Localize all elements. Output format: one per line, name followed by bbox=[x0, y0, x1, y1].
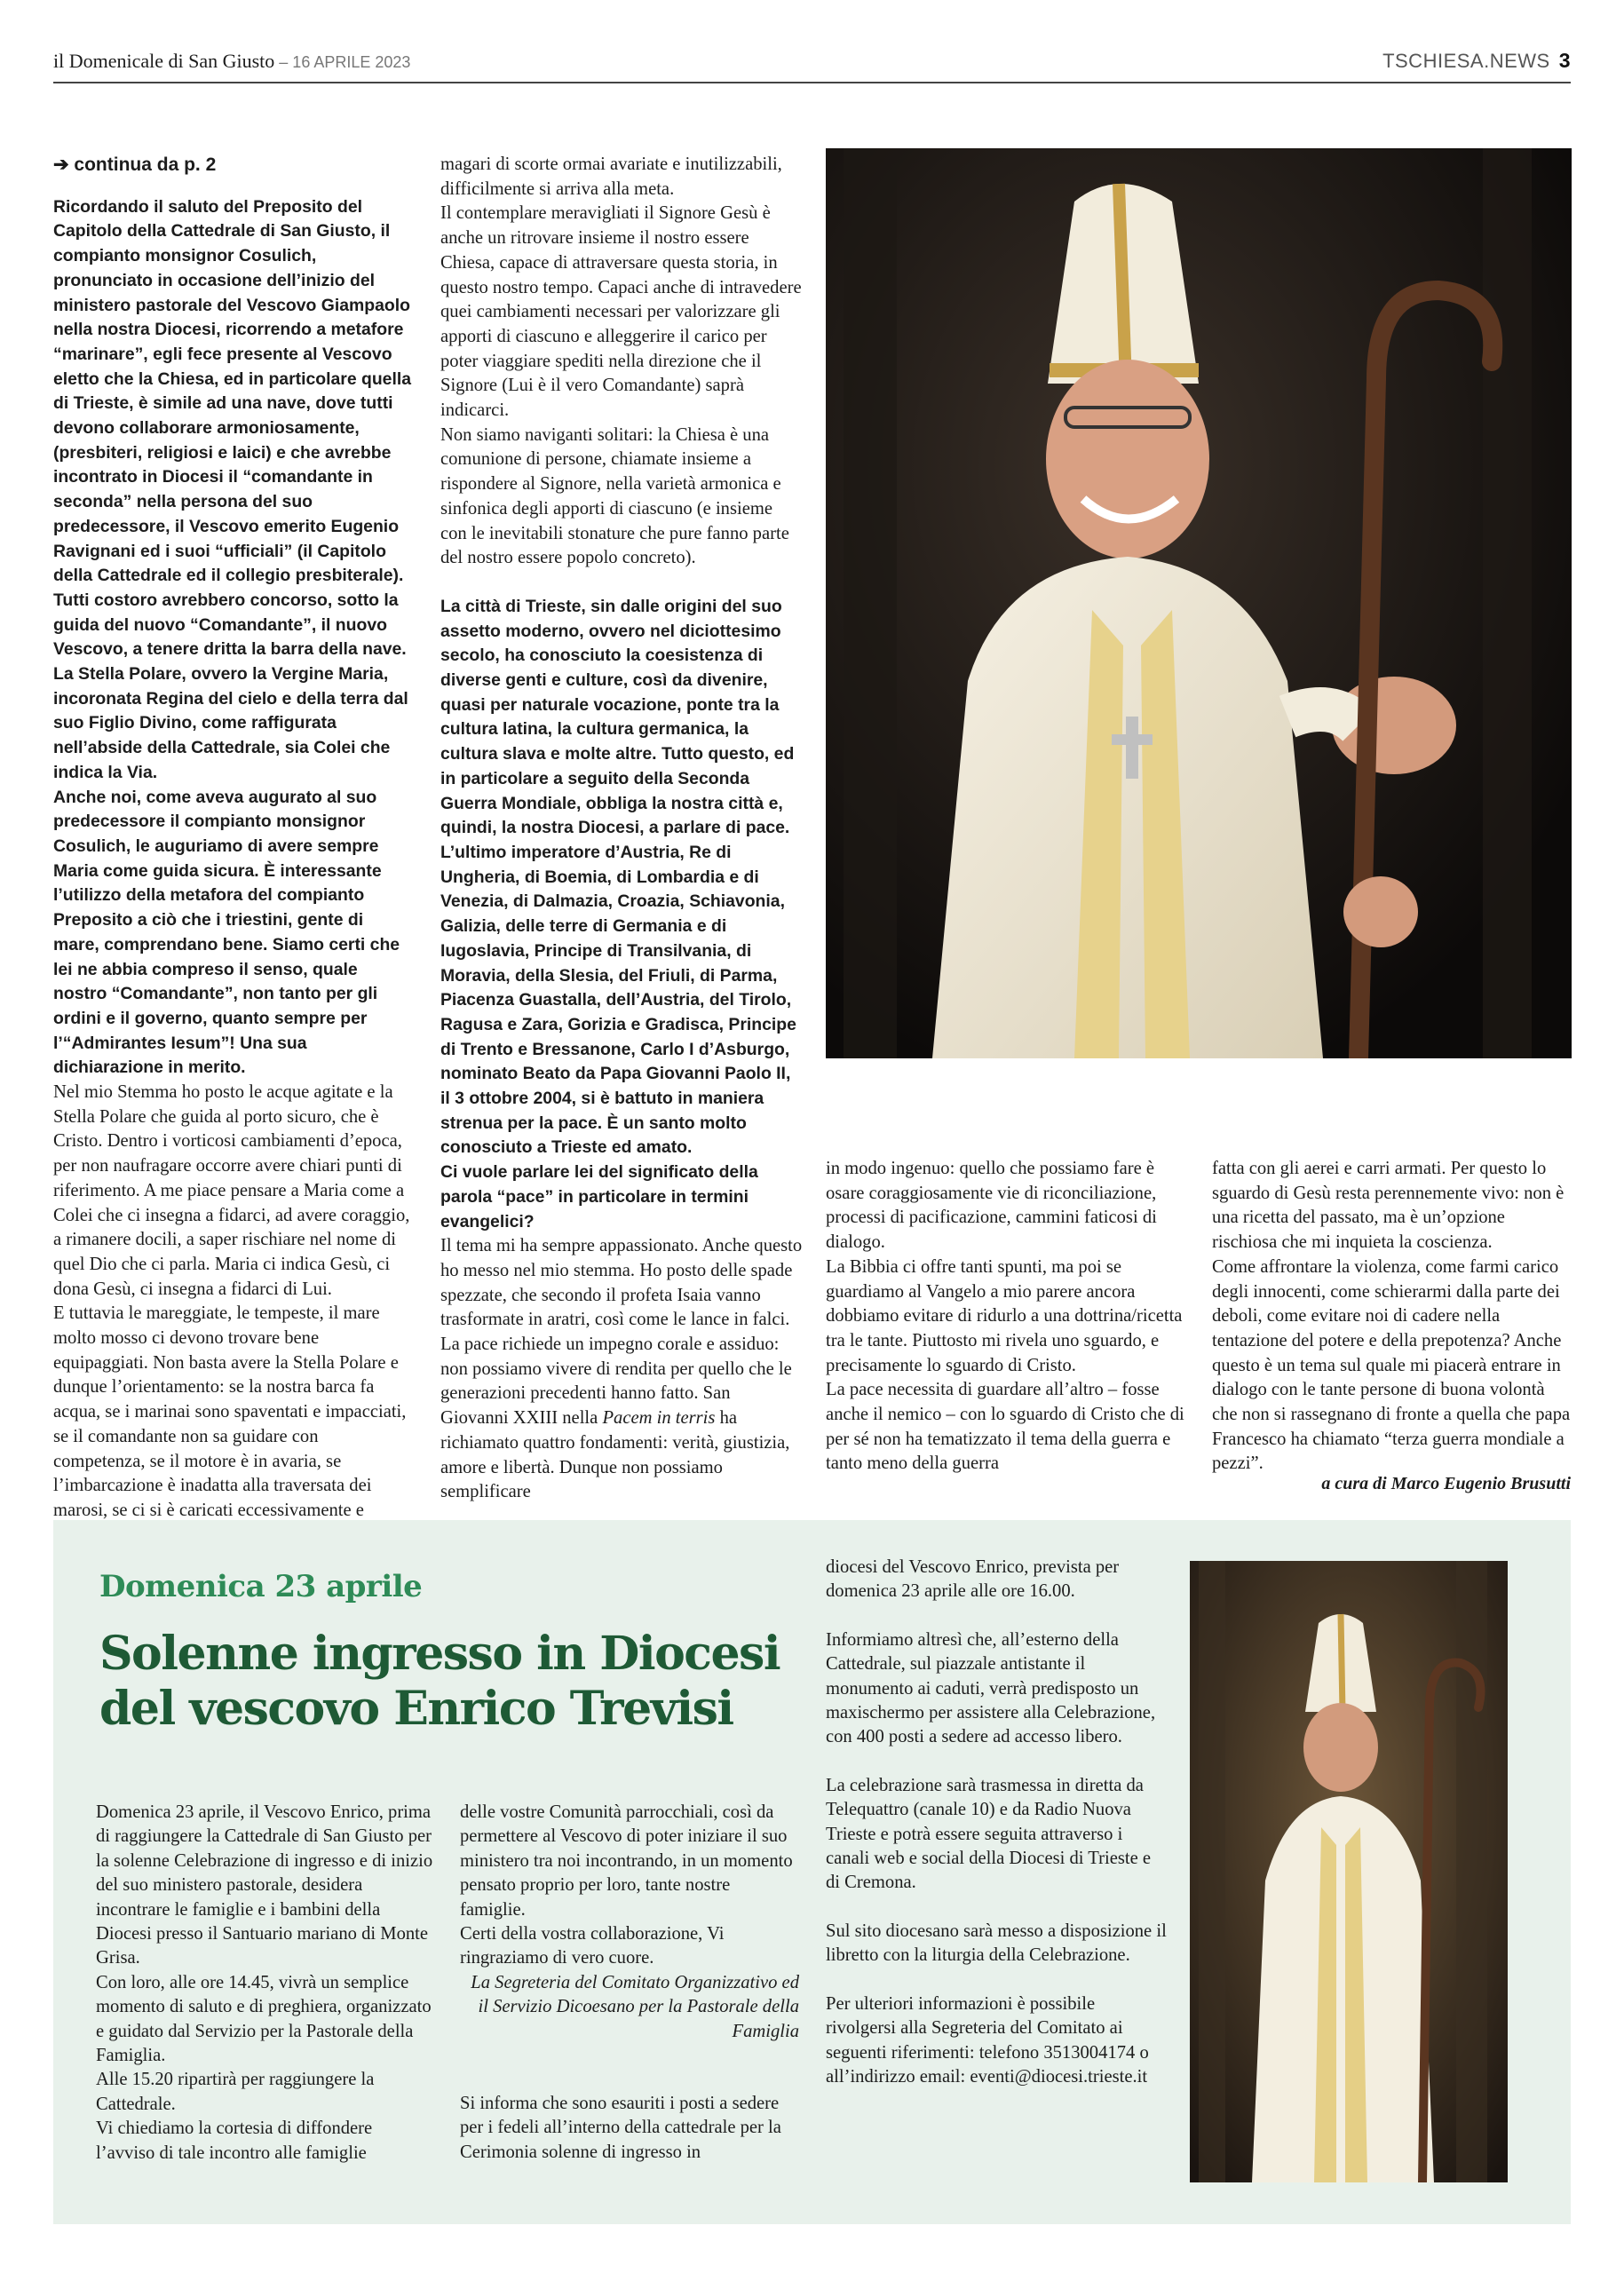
box-paragraph: Certi della vostra collaborazione, Vi ringraziamo di vero cuore. bbox=[460, 1924, 725, 1968]
box-paragraph: delle vostre Comunità parrocchiali, così da permettere al Vescovo di poter iniziare il suo ministero tra noi incontrando, in un momento pensato proprio per loro, tante nostre famiglie. bbox=[460, 1802, 793, 1920]
site-name[interactable]: TSCHIESA.NEWS bbox=[1382, 50, 1550, 72]
answer-text: Non siamo naviganti solitari: la Chiesa è una comunione di persone, chiamate insieme a rispondere al Signore, nella varietà armonica e sinfonica degli apporti di ciascuno (e insieme con le inevitabili stonature che pure fanno parte del nostro essere popolo concreto). bbox=[440, 424, 789, 568]
answer-text: Il contemplare meravigliati il Signore Gesù è anche un ritrovare insieme il nostro essere Chiesa, capace di attraversare questa storia, in questo nostro tempo. Capaci anche di intravedere quei cambiamenti necessari per valorizzare gli apporti di ciascuno e alleggerire il carico per poter viaggiare spediti nella direzione che il Signore (Lui è il vero Comandante) saprà indicarci. bbox=[440, 203, 802, 421]
box-kicker: Domenica 23 aprile bbox=[99, 1569, 423, 1604]
box-signature: La Segreteria del Comitato Organizzativo ed il Servizio Dicoesano per la Pastorale della Famiglia bbox=[471, 1972, 799, 2041]
box-paragraph: Vi chiediamo la cortesia di diffondere l’avviso di tale incontro alle famiglie bbox=[96, 2119, 373, 2163]
page-number: 3 bbox=[1558, 49, 1571, 72]
box-headline: Solenne ingresso in Diocesi del vescovo Enrico Trevisi bbox=[99, 1627, 780, 1736]
answer-text: magari di scorte ormai avariate e inutilizzabili, difficilmente si arriva alla meta. bbox=[440, 154, 782, 199]
question-text: La città di Trieste, sin dalle origini del suo assetto moderno, ovvero nel diciottesimo secolo, ha conosciuto la coesistenza di diverse genti e culture, così da divenire, quasi per naturale vocazione, ponte tra la cultura latina, la cultura germanica, la cultura slava e molte altre. Tutto questo, ed in particolare a seguito della Seconda Guerra Mondiale, obbliga la nostra città e, quindi, la nostra Diocesi, a parlare di pace. L’ultimo imperatore d’Austria, Re di Ungheria, di Boemia, di Lombardia e di Venezia, di Dalmazia, Croazia, Schiavonia, Galizia, delle terre di Germania e di Iugoslavia, Principe di Transilvania, di Moravia, della Slesia, del Friuli, di Parma, Piacenza Guastalla, dell’Austria, del Tirolo, Ragusa e Zara, Gorizia e Gradisca, Principe di Trento e Bressanone, Carlo I d’Asburgo, nominato Beato da Papa Giovanni Paolo II, il 3 ottobre 2004, si è battuto in maniera strenua per la pace. È un santo molto conosciuto a Trieste ed amato. bbox=[440, 596, 796, 1158]
answer-text: Nel mio Stemma ho posto le acque agitate e la Stella Polare che guida al porto sicuro, che è Cristo. Dentro i vorticosi cambiamenti d’epoca, per non naufragare occorre avere chiari punti di riferimento. A me piace pensare a Maria come a Colei che ci insegna a fidarci, ad avere coraggio, a rimanere docili, a saper rischiare nel nome di quel Dio che ci parla. Maria ci indica Gesù, ci dona Gesù, ci insegna a fidarci di Lui. bbox=[53, 1082, 410, 1299]
article-column-2 bbox=[440, 153, 803, 1505]
box-paragraph: Alle 15.20 ripartirà per raggiungere la Cattedrale. bbox=[96, 2070, 375, 2114]
publication-name: il Domenicale di San Giusto bbox=[53, 50, 275, 72]
article-column-4 bbox=[1212, 1157, 1572, 1477]
question-text: Anche noi, come aveva augurato al suo predecessore il compianto monsignor Cosulich, le auguriamo di avere sempre Maria come guida sicura. È interessante l’utilizzo della metafora del compianto Preposito a ciò che i triestini, gente di mare, comprendano bene. Siamo certi che lei ne abbia compreso il senso, quale nostro “Comandante”, non tanto per gli ordini e il governo, quanto sempre per l’“Admirantes Iesum”! Una sua dichiarazione in merito. bbox=[53, 787, 400, 1078]
issue-date: – 16 APRILE 2023 bbox=[274, 53, 411, 71]
box-column-2 bbox=[460, 1801, 799, 2165]
box-paragraph: La celebrazione sarà trasmessa in diretta da Telequattro (canale 10) e da Radio Nuova Trieste e potrà essere seguita attraverso i canali web e social della Diocesi di Trieste e di Cremona. bbox=[826, 1775, 1152, 1893]
continued-from[interactable]: ➔ continua da p. 2 bbox=[53, 154, 217, 175]
running-header bbox=[53, 50, 410, 73]
box-paragraph: Con loro, alle ore 14.45, vivrà un semplice momento di saluto e di preghiera, organizzato e guidato dal Servizio per la Pastorale della Famiglia. bbox=[96, 1972, 432, 2066]
encyclical-title: Pacem in terris bbox=[602, 1408, 716, 1429]
article-column-1 bbox=[53, 153, 413, 1524]
box-paragraph: Si informa che sono esauriti i posti a sedere per i fedeli all’interno della cattedrale per la Cerimonia solenne di ingresso in bbox=[460, 2094, 781, 2162]
box-paragraph: Informiamo altresì che, all’esterno della Cattedrale, sul piazzale antistante il monumento ai caduti, verrà predisposto un maxischermo per assistere alla Celebrazione, con 400 posti a sedere ad accesso libero. bbox=[826, 1629, 1156, 1747]
box-column-3 bbox=[826, 1556, 1168, 2089]
bishop-illustration bbox=[826, 148, 1572, 1058]
box-paragraph: Sul sito diocesano sarà messo a disposizione il libretto con la liturgia della Celebrazione. bbox=[826, 1921, 1167, 1966]
answer-text: E tuttavia le mareggiate, le tempeste, il mare molto mosso ci devono trovare bene equipaggiati. Non basta avere la Stella Polare e dunque l’orientamento: se la nostra barca fa acqua, se i marinai sono spaventati e impacciati, se il comandante non sa guidare con competenza, se il motore è in avaria, se l’imbarcazione è inadatta alla traversata dei marosi, se ci si è caricati eccessivamente e bbox=[53, 1303, 407, 1520]
site-and-page bbox=[1382, 49, 1571, 73]
header-rule bbox=[53, 82, 1571, 83]
box-paragraph: Domenica 23 aprile, il Vescovo Enrico, prima di raggiungere la Cattedrale di San Giusto per la solenne Celebrazione di ingresso e di inizio del suo ministero pastorale, desidera incontrare le famiglie e i bambini della Diocesi presso il Santuario mariano di Monte Grisa. bbox=[96, 1802, 433, 1968]
article-byline: a cura di Marco Eugenio Brusutti bbox=[1321, 1474, 1571, 1493]
question-text: Ci vuole parlare lei del significato della parola “pace” in particolare in termini evangelici? bbox=[440, 1162, 758, 1232]
question-text: Ricordando il saluto del Preposito del Capitolo della Cattedrale di San Giusto, il compianto monsignor Cosulich, pronunciato in occasione dell’inizio del ministero pastorale del Vescovo Giampaolo nella nostra Diocesi, ricorrendo a metafore “marinare”, egli fece presente al Vescovo eletto che la Chiesa, ed in particolare quella di Trieste, è simile ad una nave, dove tutti devono collaborare armoniosamente, (presbiteri, religiosi e laici) e che avrebbe incontrato in Diocesi il “comandante in seconda” nella persona del suo predecessore, il Vescovo emerito Eugenio Ravignani ed i suoi “ufficiali” (il Capitolo della Cattedrale ed il collegio presbiterale). Tutti costoro avrebbero concorso, sotto la guida del nuovo “Comandante”, il nuovo Vescovo, a tenere dritta la barra della nave. La Stella Polare, ovvero la Vergine Maria, incoronata Regina del cielo e della terra dal suo Figlio Divino, come raffigurata nell’abside della Cattedrale, sia Colei che indica la Via. bbox=[53, 196, 412, 782]
box-column-1 bbox=[96, 1801, 435, 2166]
bishop-illustration-small bbox=[1190, 1561, 1508, 2182]
answer-text: Come affrontare la violenza, come farmi carico degli innocenti, come schierarmi dalla parte dei deboli, come evitare noi di cadere nella tentazione del potere e della prepotenza? Anche questo è un tema sul quale mi piacerà entrare in dialogo con le tante persone di buona volontà che non si rassegnano di fronte a quella che papa Francesco ha chiamato “terza guerra mondiale a pezzi”. bbox=[1212, 1256, 1571, 1474]
answer-text: fatta con gli aerei e carri armati. Per questo lo sguardo di Gesù resta perennemente vivo: non è una ricetta del passato, ma è un’opzione rischiosa che mi inquieta la coscienza. bbox=[1212, 1159, 1565, 1253]
article-column-3 bbox=[826, 1157, 1184, 1477]
answer-text: La pace necessita di guardare all’altro – fosse anche il nemico – con lo sguardo di Cristo che di per sé non ha tematizzato il tema della guerra e tanto meno della guerra bbox=[826, 1380, 1184, 1474]
answer-text: La Bibbia ci offre tanti spunti, ma poi se guardiamo al Vangelo a mio parere ancora dobbiamo evitare di ridurlo a una dottrina/ricetta tra le tante. Piuttosto mi rivela uno sguardo, e precisamente lo sguardo di Cristo. bbox=[826, 1256, 1183, 1375]
answer-text: Il tema mi ha sempre appassionato. Anche questo ho messo nel mio stemma. Ho posto delle spade spezzate, che secondo il profeta Isaia vanno trasformate in aratri, così come le lance in falci. La pace richiede un impegno corale e assiduo: non possiamo vivere di rendita per quello che le generazioni precedenti hanno fatto. San Giovanni XXIII nella Pacem in terris ha richiamato quattro fondamenti: verità, giustizia, amore e libertà. Dunque non possiamo semplificare bbox=[440, 1236, 803, 1502]
answer-text: in modo ingenuo: quello che possiamo fare è osare coraggiosamente vie di riconciliazione, processi di pacificazione, cammini faticosi di dialogo. bbox=[826, 1159, 1157, 1253]
box-paragraph: diocesi del Vescovo Enrico, prevista per domenica 23 aprile alle ore 16.00. bbox=[826, 1557, 1120, 1602]
bishop-full-figure-photo bbox=[1190, 1561, 1508, 2182]
box-paragraph: Per ulteriori informazioni è possibile rivolgersi alla Segreteria del Comitato ai seguenti riferimenti: telefono 3513004174 o all’indirizzo email: eventi@diocesi.trieste.it bbox=[826, 1993, 1149, 2087]
bishop-portrait-photo bbox=[826, 148, 1572, 1058]
